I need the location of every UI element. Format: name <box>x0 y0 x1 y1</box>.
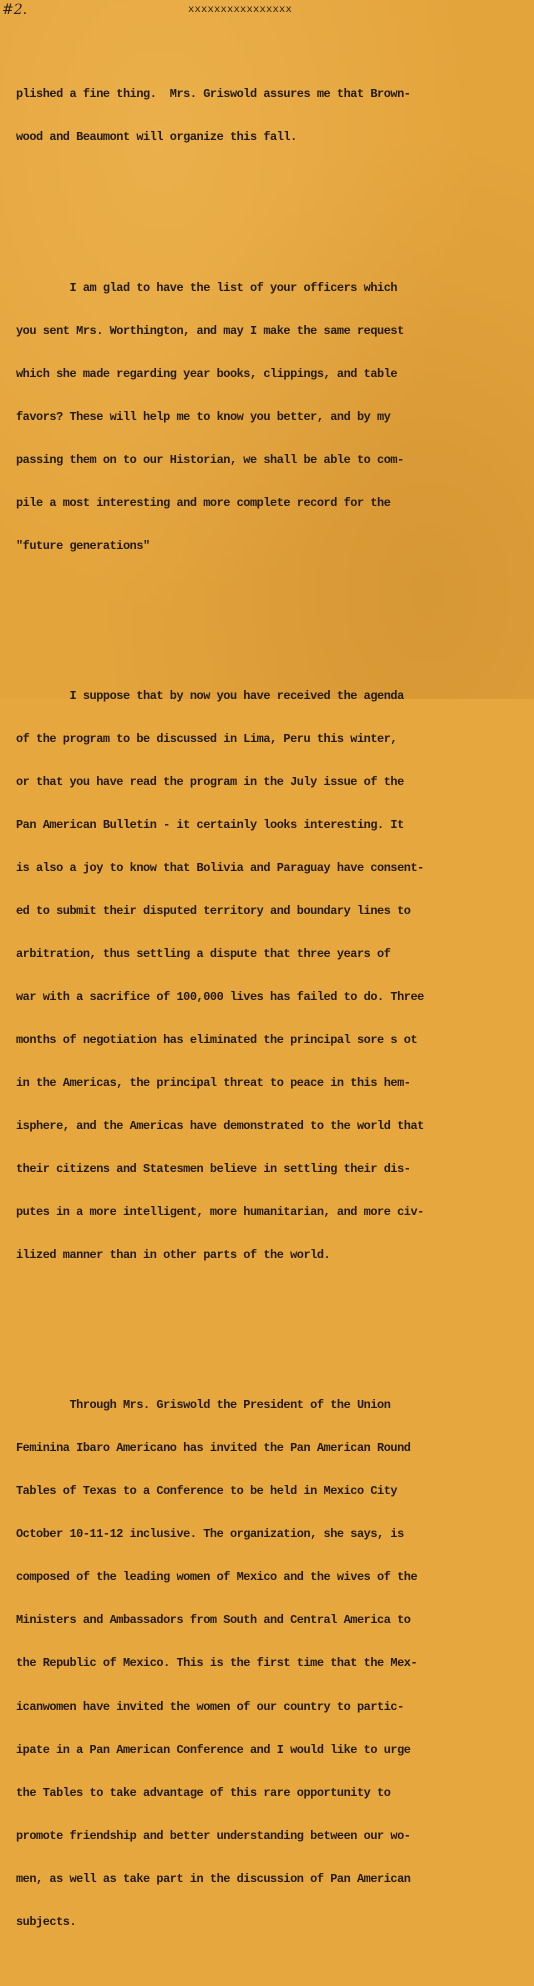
text-line: the Tables to take advantage of this rare opportunity to <box>16 1785 391 1800</box>
text-line: favors? These will help me to know you better, and by my <box>16 409 391 424</box>
page-header <box>0 2 534 20</box>
text-line: arbitration, thus settling a dispute that three years of <box>16 946 391 961</box>
text-line: I suppose that by now you have received the agenda <box>16 688 404 703</box>
text-line: isphere, and the Americas have demonstrated to the world that <box>16 1119 424 1134</box>
text-line: or that you have read the program in the July issue of the <box>16 774 404 789</box>
text-line: ipate in a Pan American Conference and I would like to urge <box>16 1742 411 1757</box>
text-line: plished a fine thing. Mrs. Griswold assures me that Brown- <box>16 87 411 102</box>
text-line: promote friendship and better understanding between our wo- <box>16 1828 411 1843</box>
text-line: their citizens and Statesmen believe in settling their dis- <box>16 1162 411 1177</box>
text-line: months of negotiation has eliminated the principal sore s ot <box>16 1033 418 1048</box>
text-line: you sent Mrs. Worthington, and may I make the same request <box>16 323 404 338</box>
text-line: passing them on to our Historian, we shall be able to com- <box>16 452 404 467</box>
text-line: ilized manner than in other parts of the world. <box>16 1248 331 1263</box>
letter-body <box>16 30 528 1986</box>
text-line: the Republic of Mexico. This is the first time that the Mex- <box>16 1656 418 1671</box>
text-line: wood and Beaumont will organize this fall. <box>16 130 297 145</box>
paragraph-2 <box>16 252 528 582</box>
paragraph-3 <box>16 660 528 1291</box>
page-number: #2. <box>2 2 28 18</box>
text-line: war with a sacrifice of 100,000 lives has failed to do. Three <box>16 990 424 1004</box>
text-line: composed of the leading women of Mexico and the wives of the <box>16 1570 418 1585</box>
text-line: in the Americas, the principal threat to peace in this hem- <box>16 1076 411 1091</box>
text-line: of the program to be discussed in Lima, Peru this winter, <box>16 731 398 746</box>
text-line: Tables of Texas to a Conference to be held in Mexico City <box>16 1484 398 1499</box>
text-line: I am glad to have the list of your officers which <box>16 280 398 295</box>
paragraph-4 <box>16 1370 528 1958</box>
text-line: October 10-11-12 inclusive. The organization, she says, is <box>16 1527 404 1542</box>
text-line: is also a joy to know that Bolivia and Paraguay have consent- <box>16 860 424 875</box>
text-line: Through Mrs. Griswold the President of the Union <box>16 1398 391 1413</box>
text-line: Ministers and Ambassadors from South and Central America to <box>16 1613 411 1628</box>
paragraph-1 <box>16 59 528 174</box>
text-line: men, as well as take part in the discussion of Pan American <box>16 1871 411 1886</box>
text-line: Pan American Bulletin - it certainly looks interesting. It <box>16 817 404 832</box>
text-line: pile a most interesting and more complete record for the <box>16 495 391 510</box>
text-line: subjects. <box>16 1914 77 1929</box>
text-line: ed to submit their disputed territory and boundary lines to <box>16 903 411 918</box>
text-line: which she made regarding year books, clippings, and table <box>16 366 398 381</box>
struck-out-text: xxxxxxxxxxxxxxxx <box>188 4 293 16</box>
text-line: icanwomen have invited the women of our country to partic- <box>16 1699 404 1714</box>
text-line: "future generations" <box>16 538 150 553</box>
text-line: Feminina Ibaro Americano has invited the Pan American Round <box>16 1441 411 1456</box>
text-line: putes in a more intelligent, more humanitarian, and more civ- <box>16 1205 424 1220</box>
